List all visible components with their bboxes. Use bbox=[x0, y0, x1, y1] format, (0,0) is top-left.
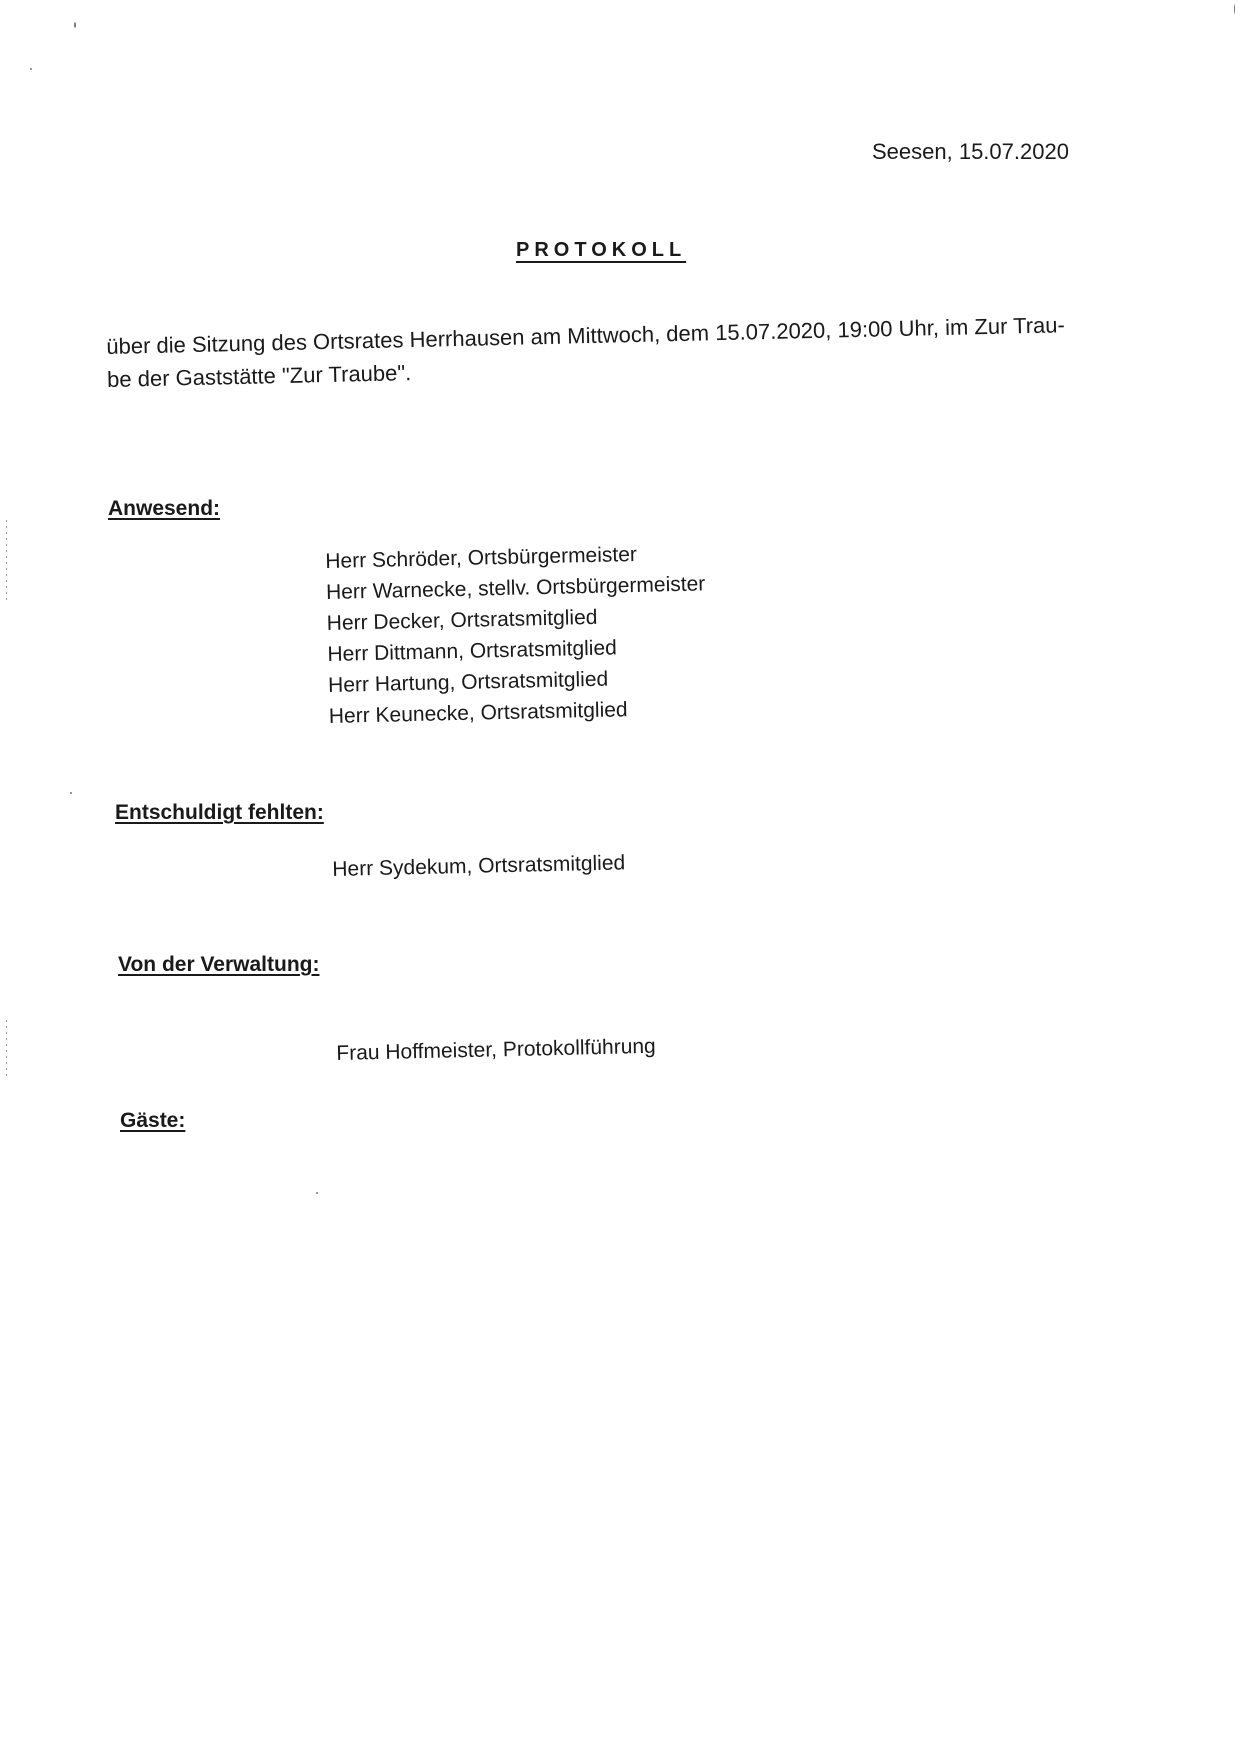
list-verwaltung bbox=[336, 1031, 656, 1069]
list-item: Herr Decker, Ortsratsmitglied bbox=[326, 605, 598, 635]
scan-margin-mark bbox=[6, 520, 7, 600]
heading-verwaltung: Von der Verwaltung: bbox=[118, 953, 320, 976]
heading-gaeste: Gäste: bbox=[120, 1109, 186, 1132]
scan-speck bbox=[74, 22, 76, 28]
list-item: Herr Hartung, Ortsratsmitglied bbox=[327, 667, 609, 697]
list-item: Herr Dittmann, Ortsratsmitglied bbox=[327, 636, 618, 666]
list-item: Herr Keunecke, Ortsratsmitglied bbox=[328, 698, 628, 728]
heading-anwesend: Anwesend: bbox=[108, 497, 221, 520]
scan-speck bbox=[316, 1192, 318, 1194]
list-item: Herr Schröder, Ortsbürgermeister bbox=[325, 542, 638, 573]
scan-speck bbox=[1234, 4, 1235, 14]
heading-entschuldigt: Entschuldigt fehlten: bbox=[115, 801, 324, 824]
list-anwesend bbox=[325, 537, 708, 732]
list-entschuldigt bbox=[332, 847, 626, 885]
place-date: Seesen, 15.07.2020 bbox=[872, 139, 1069, 164]
intro-line-2: be der Gaststätte "Zur Traube". bbox=[106, 360, 412, 392]
scan-speck bbox=[30, 68, 32, 70]
intro-paragraph bbox=[106, 307, 1107, 396]
scan-margin-mark bbox=[6, 1020, 7, 1080]
document-title: PROTOKOLL bbox=[516, 239, 687, 261]
intro-line-1: über die Sitzung des Ortsrates Herrhausen am Mittwoch, dem 15.07.2020, 19:00 Uhr, im Zur Trau- bbox=[106, 312, 1066, 359]
scan-speck bbox=[70, 792, 72, 794]
list-item: Frau Hoffmeister, Protokollführung bbox=[336, 1034, 656, 1065]
list-item: Herr Sydekum, Ortsratsmitglied bbox=[332, 851, 626, 881]
list-item: Herr Warnecke, stellv. Ortsbürgermeister bbox=[325, 572, 706, 604]
